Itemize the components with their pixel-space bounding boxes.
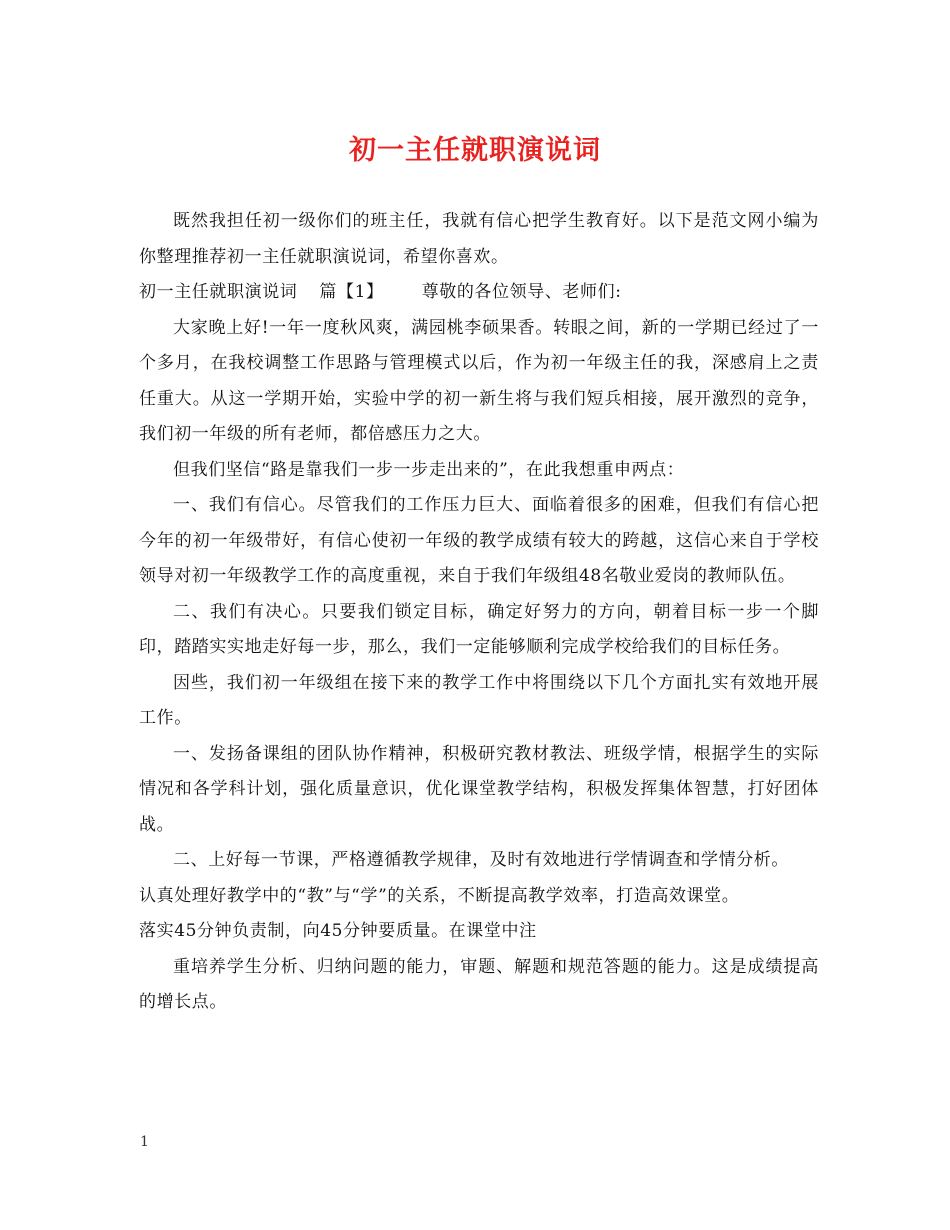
body-paragraph: 一、发扬备课组的团队协作精神，积极研究教材教法、班级学情，根据学生的实际情况和各学科计划，强化质量意识，优化课堂教学结构，积极发挥集体智慧，打好团体战。: [139, 743, 819, 835]
document-title: 初一主任就职演说词: [349, 135, 601, 166]
body-paragraph: 二、我们有决心。只要我们锁定目标，确定好努力的方向，朝着目标一步一个脚印，踏踏实实地走好每一步，那么，我们一定能够顺利完成学校给我们的目标任务。: [139, 601, 819, 657]
intro-paragraph: 既然我担任初一级你们的班主任，我就有信心把学生教育好。以下是范文网小编为你整理推荐初一主任就职演说词，希望你喜欢。: [139, 211, 819, 267]
body-paragraph: 重培养学生分析、归纳问题的能力，审题、解题和规范答题的能力。这是成绩提高的增长点。: [139, 956, 819, 1012]
body-paragraph: 因些，我们初一年级组在接下来的教学工作中将围绕以下几个方面扎实有效地开展工作。: [139, 672, 819, 728]
body-paragraph: 但我们坚信“路是靠我们一步一步走出来的”，在此我想重申两点：: [173, 459, 685, 480]
body-paragraph: 大家晚上好!一年一度秋风爽，满园桃李硕果香。转眼之间，新的一学期已经过了一个多月，在我校调整工作思路与管理模式以后，作为初一年级主任的我，深感肩上之责任重大。从这一学期开始，实验中学的初一新生将与我们短兵相接，展开激烈的竞争，我们初一年级的所有老师，都倍感压力之大。: [139, 317, 819, 444]
page-number: 1: [140, 1134, 149, 1150]
body-line: 认真处理好教学中的“教”与“学”的关系，不断提高教学效率，打造高效课堂。: [139, 885, 740, 906]
section-heading: [139, 275, 819, 311]
body-line: 落实45分钟负责制，向45分钟要质量。在课堂中注: [139, 921, 537, 941]
body-paragraph: 一、我们有信心。尽管我们的工作压力巨大、面临着很多的困难，但我们有信心把今年的初一年级带好，有信心使初一年级的教学成绩有较大的跨越，这信心来自于学校领导对初一年级教学工作的高度重视，来自于我们年级组48名敬业爱岗的教师队伍。: [139, 495, 819, 586]
section-heading-salutation: 尊敬的各位领导、老师们:: [421, 282, 622, 302]
body-line: 二、上好每一节课，严格遵循教学规律，及时有效地进行学情调查和学情分析。: [173, 850, 789, 870]
section-heading-part: 篇【1】: [319, 282, 384, 302]
document-body: [139, 204, 819, 1021]
body-paragraph-lesson: [139, 843, 819, 950]
section-heading-name: 初一主任就职演说词: [139, 282, 298, 302]
